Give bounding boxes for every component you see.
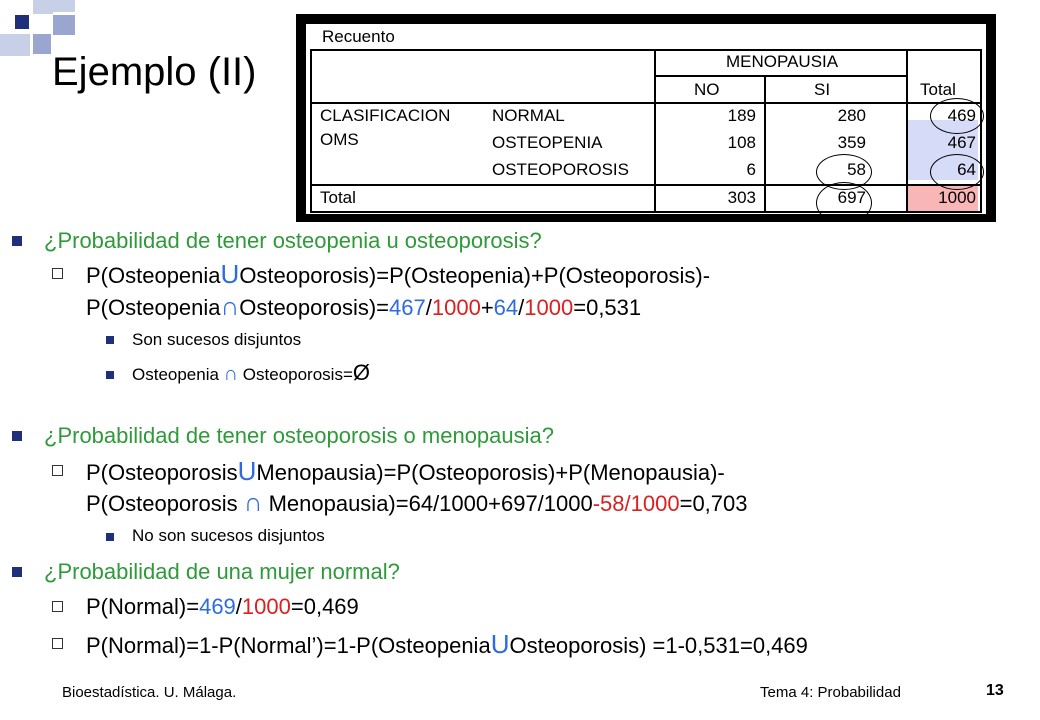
union-symbol: U	[490, 629, 510, 659]
table-border	[310, 49, 982, 51]
decor-square	[15, 15, 29, 29]
row-label: OSTEOPENIA	[492, 133, 603, 152]
table-cell: 280	[837, 106, 866, 125]
table-cell: 189	[727, 106, 756, 125]
table-cell: 108	[727, 133, 756, 152]
row-group-label: CLASIFICACION	[320, 106, 451, 125]
q1-formula-line2: P(Osteopenia∩Osteoporosis)=467/1000+64/1000=0,531	[86, 291, 642, 321]
hollow-bullet-icon	[52, 601, 63, 612]
table-cell: 469	[947, 106, 976, 125]
q1-formula-line1: P(OsteopeniaUOsteoporosis)=P(Osteopenia)+P(Osteoporosis)-	[86, 259, 711, 289]
table-cell: 1000	[938, 188, 976, 207]
empty-set-symbol: Ø	[352, 360, 371, 385]
table-border	[654, 49, 656, 212]
crosstab-canvas	[306, 24, 986, 214]
table-border	[654, 75, 906, 77]
small-bullet-icon	[106, 371, 114, 379]
table-cell: 303	[727, 188, 756, 207]
question-3: ¿Probabilidad de una mujer normal?	[44, 559, 400, 584]
table-caption: Recuento	[322, 27, 395, 46]
q3-formula-line2: P(Normal)=1-P(Normal’)=1-P(OsteopeniaUOsteoporosis) =1-0,531=0,469	[86, 629, 808, 659]
hollow-bullet-icon	[52, 638, 63, 649]
annotation-circle	[930, 154, 984, 190]
table-border	[310, 184, 982, 186]
table-border	[310, 211, 982, 213]
table-border	[764, 75, 766, 212]
intersection-symbol: ∩	[223, 363, 239, 385]
question-1: ¿Probabilidad de tener osteopenia u osteoporosis?	[44, 228, 542, 253]
page-number: 13	[986, 682, 1004, 699]
table-cell: 6	[746, 160, 756, 179]
union-symbol: U	[237, 456, 257, 486]
intersection-symbol: ∩	[243, 487, 263, 517]
table-cell: 64	[957, 160, 976, 179]
hollow-bullet-icon	[52, 465, 63, 476]
col-header-no: NO	[694, 80, 720, 99]
table-border	[310, 102, 982, 104]
q2-formula-line2: P(Osteoporosis ∩ Menopausia)=64/1000+697/1000-58/1000=0,703	[86, 487, 748, 517]
table-cell: 467	[947, 133, 976, 152]
annotation-circle	[930, 98, 984, 134]
row-group-label: OMS	[320, 130, 359, 149]
table-cell: 359	[837, 133, 866, 152]
decor-square	[33, 0, 53, 14]
annotation-circle	[816, 182, 872, 214]
q2-note: No son sucesos disjuntos	[132, 526, 325, 545]
slide-title: Ejemplo (II)	[52, 50, 257, 94]
row-label: OSTEOPOROSIS	[492, 160, 629, 179]
footer-center: Tema 4: Probabilidad	[760, 684, 901, 701]
q1-note-2: Osteopenia ∩ Osteoporosis=Ø	[132, 360, 371, 385]
q3-formula-line1: P(Normal)=469/1000=0,469	[86, 594, 359, 619]
q1-note-1: Son sucesos disjuntos	[132, 330, 302, 349]
question-2: ¿Probabilidad de tener osteoporosis o menopausia?	[44, 423, 554, 448]
small-bullet-icon	[106, 336, 114, 344]
intersection-symbol: ∩	[220, 291, 240, 321]
crosstab-table	[296, 14, 996, 222]
decor-square	[33, 34, 51, 54]
decor-square	[53, 15, 75, 35]
bullet-icon	[12, 567, 22, 577]
group-header: MENOPAUSIA	[726, 52, 839, 71]
union-symbol: U	[220, 259, 240, 289]
bullet-icon	[12, 431, 22, 441]
col-header-si: SI	[814, 80, 831, 99]
total-row-label: Total	[320, 188, 356, 207]
hollow-bullet-icon	[52, 268, 63, 279]
q2-formula-line1: P(OsteoporosisUMenopausia)=P(Osteoporosis)+P(Menopausia)-	[86, 456, 725, 486]
footer-left: Bioestadística. U. Málaga.	[62, 684, 237, 701]
table-cell: 58	[847, 160, 866, 179]
table-border	[980, 49, 982, 212]
table-cell: 697	[837, 188, 866, 207]
decor-square	[53, 0, 75, 12]
table-border	[310, 49, 312, 212]
decor-square	[0, 34, 30, 56]
bullet-icon	[12, 236, 22, 246]
col-header-total: Total	[920, 80, 956, 99]
row-label: NORMAL	[492, 106, 565, 125]
small-bullet-icon	[106, 533, 114, 541]
